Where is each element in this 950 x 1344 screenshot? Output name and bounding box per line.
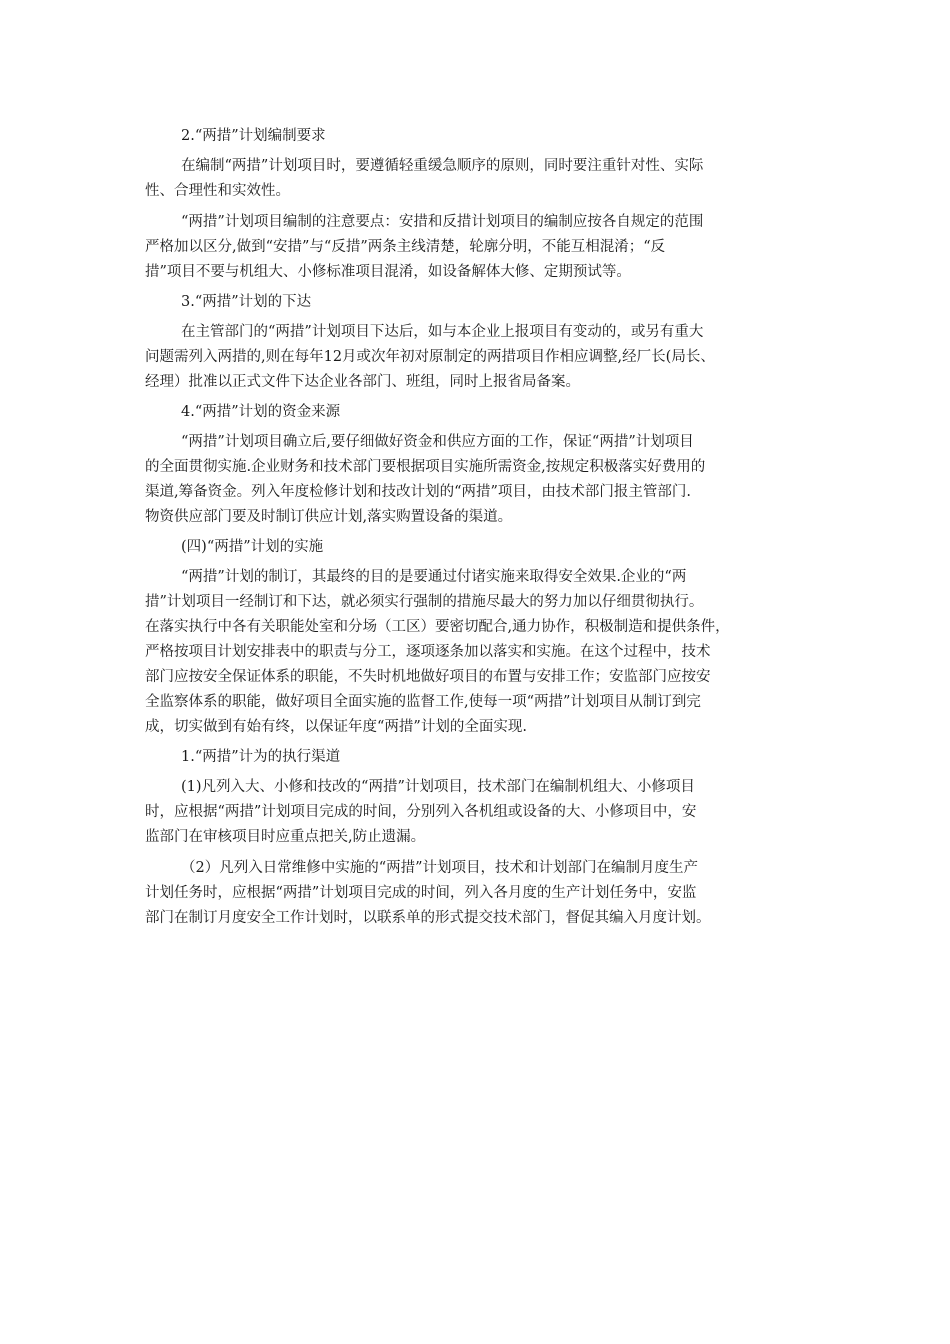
paragraph-line: 在主管部门的“两措”计划项目下达后，如与本企业上报项目有变动的，或另有重大: [181, 324, 704, 340]
paragraph-line: 措”项目不要与机组大、小修标准项目混淆，如设备解体大修、定期预试等。: [145, 264, 631, 280]
paragraph-line: 在编制“两措”计划项目时，要遵循轻重缓急顺序的原则，同时要注重针对性、实际: [181, 158, 704, 174]
section-heading: 4.“两措”计划的资金来源: [181, 404, 341, 420]
paragraph-line: 在落实执行中各有关职能处室和分场（工区）要密切配合,通力协作，积极制造和提供条件，: [145, 619, 730, 635]
paragraph: [145, 210, 803, 285]
document-body: [145, 125, 803, 937]
paragraph-line: “两措”计划项目确立后,要仔细做好资金和供应方面的工作，保证“两措”计划项目: [181, 434, 694, 450]
paragraph-line: 时，应根据“两措”计划项目完成的时间，分别列入各机组或设备的大、小修项目中，安: [145, 804, 697, 820]
paragraph: [145, 430, 803, 530]
paragraph-line: 部门在制订月度安全工作计划时，以联系单的形式提交技术部门，督促其编入月度计划。: [145, 910, 711, 926]
paragraph: [145, 320, 803, 395]
section-heading: (四)“两措”计划的实施: [181, 539, 324, 555]
paragraph-line: 性、合理性和实效性。: [145, 183, 290, 199]
paragraph-line: 成，切实做到有始有终，以保证年度“两措”计划的全面实现.: [145, 719, 527, 735]
paragraph-line: 监部门在审核项目时应重点把关,防止遗漏。: [145, 829, 426, 845]
paragraph-line: 严格按项目计划安排表中的职责与分工，逐项逐条加以落实和实施。在这个过程中，技术: [145, 644, 711, 660]
section-heading: 3.“两措”计划的下达: [181, 294, 312, 310]
paragraph-line: 问题需列入两措的,则在每年12月或次年初对原制定的两措项目作相应调整,经厂长(局长、: [145, 349, 715, 365]
paragraph: [145, 775, 803, 850]
paragraph: [145, 565, 803, 740]
paragraph-line: 严格加以区分,做到“安措”与“反措”两条主线清楚，轮廓分明，不能互相混淆；“反: [145, 239, 666, 255]
paragraph: [145, 856, 803, 931]
section-heading: 1.“两措”计为的执行渠道: [181, 749, 341, 765]
paragraph-line: 计划任务时，应根据“两措”计划项目完成的时间，列入各月度的生产计划任务中，安监: [145, 885, 697, 901]
paragraph-line: “两措”计划的制订，其最终的目的是要通过付诸实施来取得安全效果.企业的“两: [181, 569, 687, 585]
paragraph-line: （2）凡列入日常维修中实施的“两措”计划项目，技术和计划部门在编制月度生产: [181, 860, 699, 876]
section-heading: 2.“两措”计划编制要求: [181, 128, 326, 144]
paragraph-line: 物资供应部门要及时制订供应计划,落实购置设备的渠道。: [145, 509, 513, 525]
paragraph: [145, 154, 803, 204]
paragraph-line: 部门应按安全保证体系的职能，不失时机地做好项目的布置与安排工作；安监部门应按安: [145, 669, 711, 685]
paragraph-line: 渠道,筹备资金。列入年度检修计划和技改计划的“两措”项目，由技术部门报主管部门.: [145, 484, 692, 500]
paragraph-line: 经理）批准以正式文件下达企业各部门、班组，同时上报省局备案。: [145, 374, 580, 390]
paragraph-line: 措”计划项目一经制订和下达，就必须实行强制的措施尽最大的努力加以仔细贯彻执行。: [145, 594, 704, 610]
paragraph-line: 的全面贯彻实施.企业财务和技术部门要根据项目实施所需资金,按规定积极落实好费用的: [145, 459, 706, 475]
paragraph-line: “两措”计划项目编制的注意要点：安措和反措计划项目的编制应按各自规定的范围: [181, 214, 704, 230]
paragraph-line: (1)凡列入大、小修和技改的“两措”计划项目，技术部门在编制机组大、小修项目: [181, 779, 695, 795]
paragraph-line: 全监察体系的职能，做好项目全面实施的监督工作,使每一项“两措”计划项目从制订到完: [145, 694, 701, 710]
